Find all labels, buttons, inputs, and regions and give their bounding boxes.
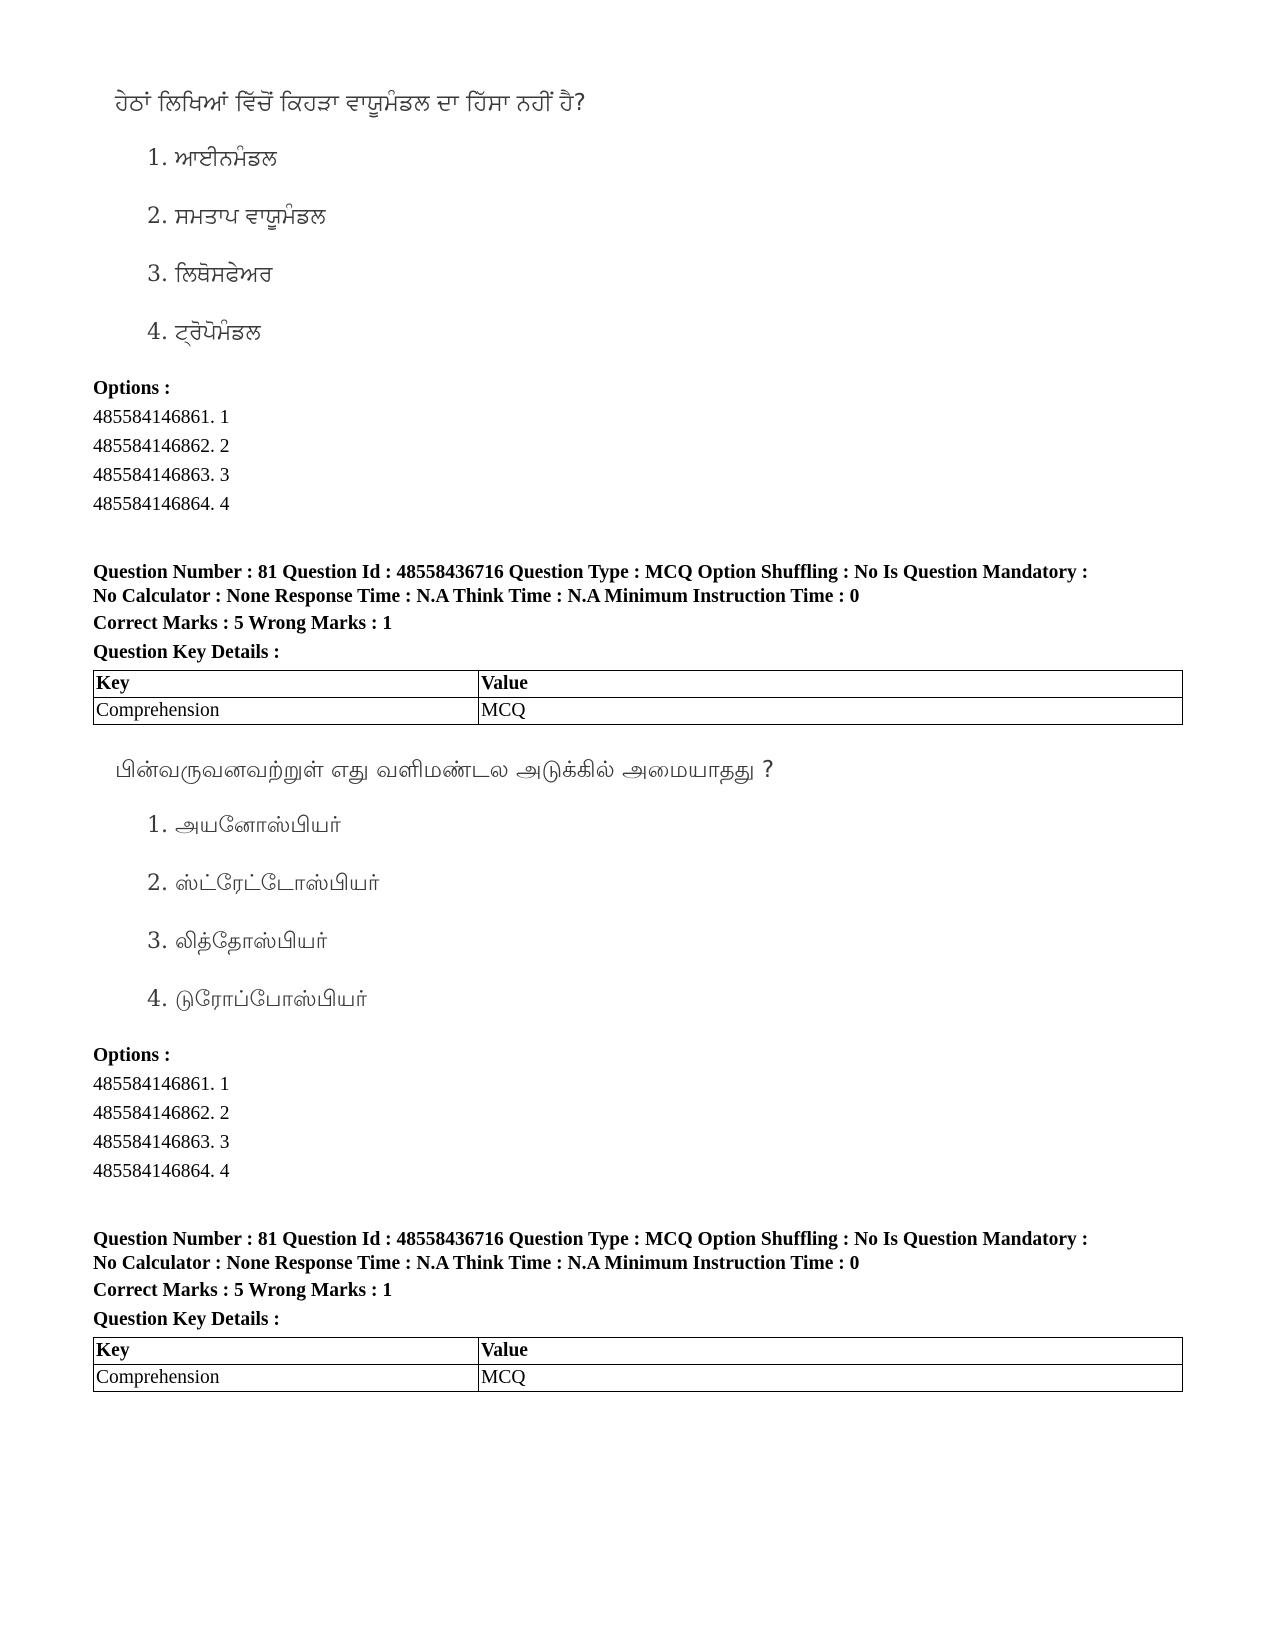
- table-cell-value: MCQ: [479, 698, 1183, 725]
- meta-line-2: No Calculator : None Response Time : N.A Think Time : N.A Minimum Instruction Time : 0: [93, 586, 860, 607]
- table-cell-value: MCQ: [479, 1365, 1183, 1392]
- options-label: Options :: [93, 378, 171, 399]
- marks-line: Correct Marks : 5 Wrong Marks : 1: [93, 1280, 393, 1301]
- meta-line-1: Question Number : 81 Question Id : 48558436716 Question Type : MCQ Option Shuffling : No Is Question Mandatory :: [93, 562, 1089, 583]
- question-2-choice-3: 3. லித்தோஸ்பியர்: [147, 929, 328, 954]
- option-row: 485584146863. 3: [93, 465, 230, 486]
- option-row: 485584146864. 4: [93, 494, 230, 515]
- table-header-value: Value: [479, 671, 1183, 698]
- question-1-choice-4: 4. ਟ੍ਰੋਪੋਮੰਡਲ: [147, 320, 261, 345]
- table-header-key: Key: [94, 671, 479, 698]
- key-details-label: Question Key Details :: [93, 642, 280, 663]
- option-row: 485584146862. 2: [93, 436, 230, 457]
- marks-line: Correct Marks : 5 Wrong Marks : 1: [93, 613, 393, 634]
- option-row: 485584146864. 4: [93, 1161, 230, 1182]
- question-2-choice-2: 2. ஸ்ட்ரேட்டோஸ்பியர்: [147, 871, 380, 896]
- question-2-choice-1: 1. அயனோஸ்பியர்: [147, 813, 341, 838]
- table-header-value: Value: [479, 1338, 1183, 1365]
- question-2-stem: பின்வருவனவற்றுள் எது வளிமண்டல அடுக்கில் அமையாதது ?: [115, 757, 775, 783]
- question-1-stem: ਹੇਠਾਂ ਲਿਖਿਆਂ ਵਿੱਚੋਂ ਕਿਹੜਾ ਵਾਯੂਮੰਡਲ ਦਾ ਹਿੱਸਾ ਨਹੀਂ ਹੈ?: [115, 90, 586, 116]
- question-1-metadata: [93, 561, 1183, 725]
- table-header-row: [94, 1338, 1183, 1365]
- option-row: 485584146862. 2: [93, 1103, 230, 1124]
- option-row: 485584146861. 1: [93, 1074, 230, 1095]
- meta-line-1: Question Number : 81 Question Id : 48558436716 Question Type : MCQ Option Shuffling : No Is Question Mandatory :: [93, 1229, 1089, 1250]
- question-2-image: [115, 755, 774, 1015]
- table-cell-key: Comprehension: [94, 1365, 479, 1392]
- meta-line-2: No Calculator : None Response Time : N.A Think Time : N.A Minimum Instruction Time : 0: [93, 1253, 860, 1274]
- question-2-metadata: [93, 1228, 1183, 1392]
- question-1-choice-2: 2. ਸਮਤਾਪ ਵਾਯੂਮੰਡਲ: [147, 204, 326, 229]
- options-label: Options :: [93, 1045, 171, 1066]
- question-1-image: [115, 88, 586, 348]
- table-cell-key: Comprehension: [94, 698, 479, 725]
- option-row: 485584146861. 1: [93, 407, 230, 428]
- table-row: [94, 1365, 1183, 1392]
- key-details-table: [93, 670, 1183, 725]
- question-2-options: [93, 1042, 1183, 1186]
- key-details-label: Question Key Details :: [93, 1309, 280, 1330]
- key-details-table: [93, 1337, 1183, 1392]
- option-row: 485584146863. 3: [93, 1132, 230, 1153]
- question-1-options: [93, 375, 1183, 519]
- question-2-choice-4: 4. டுரோப்போஸ்பியர்: [147, 987, 368, 1012]
- question-1-choice-3: 3. ਲਿਥੋਸਫੇਅਰ: [147, 262, 273, 287]
- table-row: [94, 698, 1183, 725]
- question-1-choice-1: 1. ਆਈਨਮੰਡਲ: [147, 146, 277, 171]
- table-header-key: Key: [94, 1338, 479, 1365]
- table-header-row: [94, 671, 1183, 698]
